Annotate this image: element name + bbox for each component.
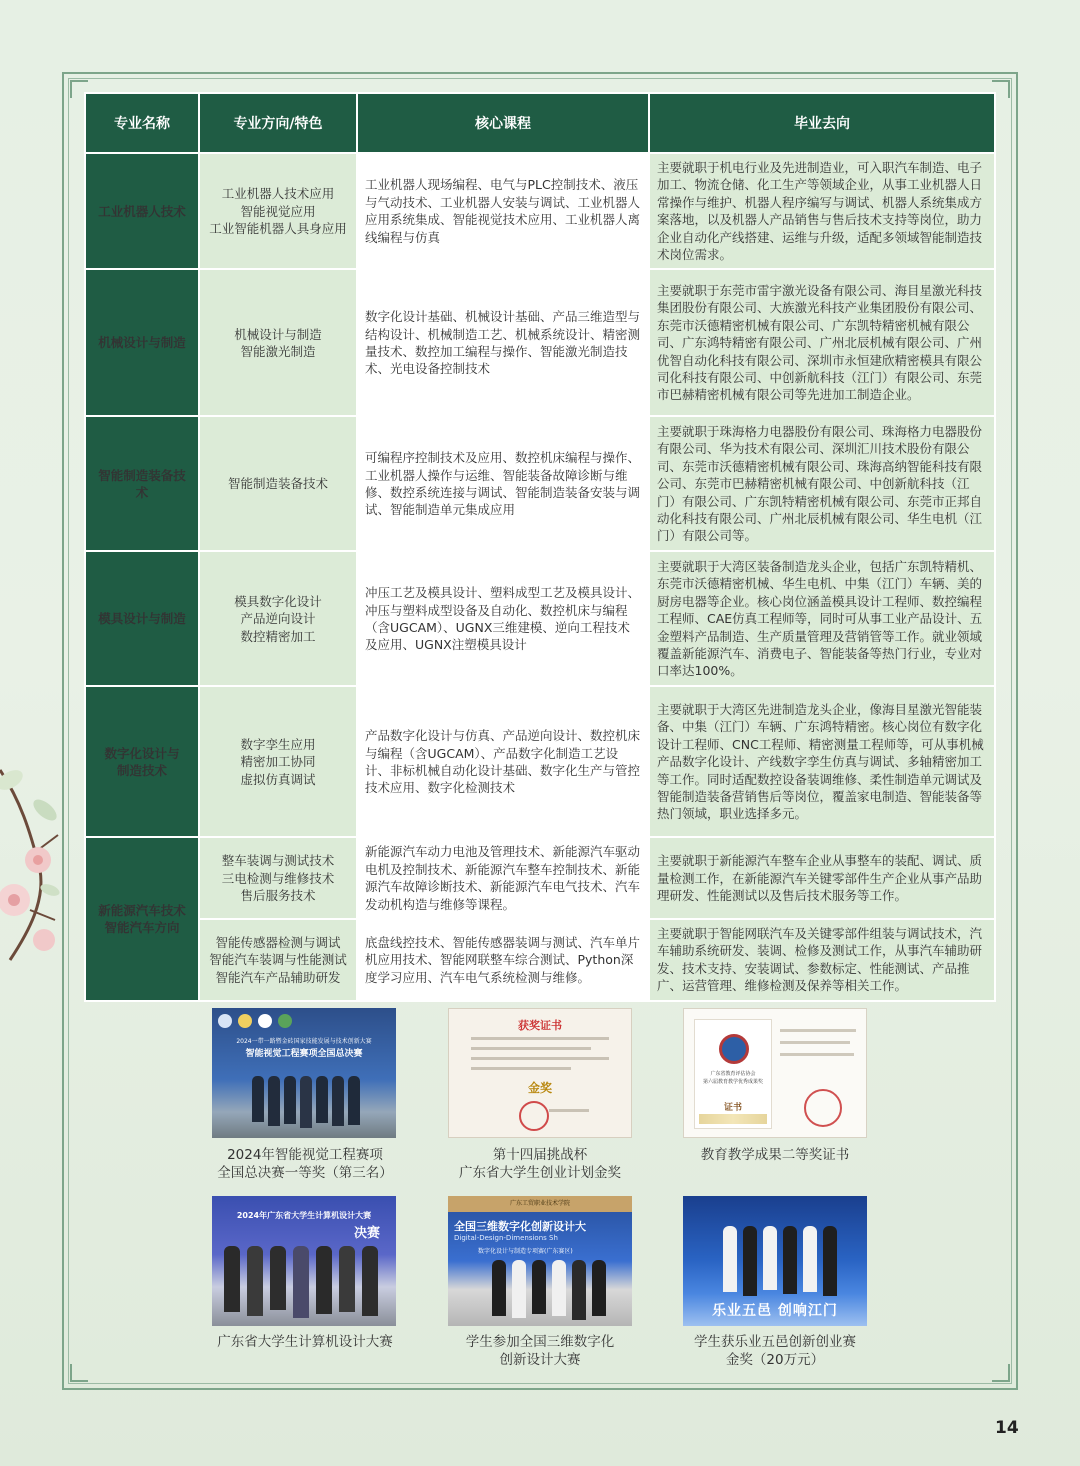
page-number: 14 xyxy=(995,1418,1019,1438)
seal-icon xyxy=(519,1101,549,1131)
text-line xyxy=(780,1053,854,1056)
major-career: 主要就职于机电行业及先进制造业，可入职汽车制造、电子加工、物流仓储、化工生产等领域企业，从事工业机器人日常操作与维护、机器人程序编写与调试、机器人系统集成方案落地，以及机器人产品销售与售后技术支持等岗位，助力企业自动化产线搭建、运维与升级，适配多领域智能制造技术岗位需求。 xyxy=(649,153,995,269)
text-line xyxy=(549,1109,589,1112)
certificate-left-page xyxy=(694,1019,772,1129)
major-career: 主要就职于智能网联汽车及关键零部件组装与调试技术，汽车辅助系统研发、装调、检修及测试工作，从事汽车辅助研发、技术支持、安装调试、参数标定、性能测试、产品推广、运营管理、维修检测及保养等相关工作。 xyxy=(649,919,995,1001)
photo-caption: 学生参加全国三维数字化 创新设计大赛 xyxy=(465,1334,615,1368)
major-name: 工业机器人技术 xyxy=(85,153,199,269)
header-major-name: 专业名称 xyxy=(85,93,199,153)
banner-title: 智能视觉工程赛项全国总决赛 xyxy=(245,1049,363,1059)
certificate-title: 获奖证书 xyxy=(518,1019,562,1032)
flower-decoration xyxy=(0,740,60,970)
major-career: 主要就职于珠海格力电器股份有限公司、珠海格力电器股份有限公司、华为技术有限公司、深圳汇川技术股份有限公司、东莞市沃德精密机械有限公司、珠海高纳智能科技有限公司、东莞市巴赫精密机械有限公司、中创新航科技（江门）有限公司、广东凯特精密机械有限公司、东莞市正邦自动化科技有限公司、广州北辰机械有限公司、华生电机（江门）有限公司等。 xyxy=(649,416,995,551)
photo-caption: 广东省大学生计算机设计大赛 xyxy=(217,1334,393,1350)
major-courses: 工业机器人现场编程、电气与PLC控制技术、液压与气动技术、工业机器人安装与调试、工业机器人应用系统集成、智能视觉技术应用、工业机器人离线编程与仿真 xyxy=(357,153,649,269)
major-courses: 新能源汽车动力电池及管理技术、新能源汽车驱动电机及控制技术、新能源汽车整车控制技术、新能源汽车故障诊断技术、新能源汽车电气技术、汽车发动机构造与维修等课程。 xyxy=(357,837,649,919)
text-line xyxy=(780,1029,856,1032)
banner-english: Digital-Design-Dimensions Sh xyxy=(454,1234,558,1242)
major-direction: 智能制造装备技术 xyxy=(199,416,357,551)
association-name: 广东省教育评估协会 xyxy=(710,1071,756,1077)
medal-text: 金奖 xyxy=(527,1081,552,1095)
seal-icon xyxy=(804,1089,842,1127)
banner-title: 全国三维数字化创新设计大 xyxy=(454,1220,586,1233)
major-career: 主要就职于大湾区先进制造龙头企业，像海目星激光智能装备、中集（江门）车辆、广东鸿特精密。核心岗位有数字化设计工程师、CNC工程师、精密测量工程师等，可从事机械产品数字化设计、产线数字孪生仿真与调试、多轴精密加工等工作。同时适配数控设备装调维修、柔性制造单元调试及智能制造装备营销售后等岗位，覆盖家电制造、智能装备等热门领域，职业选择多元。 xyxy=(649,686,995,837)
table-header-row xyxy=(85,93,995,153)
frame-corner xyxy=(992,1364,1010,1382)
photo-caption: 学生获乐业五邑创新创业赛 金奖（20万元） xyxy=(694,1334,856,1368)
text-line xyxy=(780,1041,850,1044)
frame-corner xyxy=(70,1364,88,1382)
header-career: 毕业去向 xyxy=(649,93,995,153)
banner-subtitle: 2024一带一路暨金砖国家技能发展与技术创新大赛 xyxy=(236,1038,372,1045)
text-line xyxy=(471,1037,609,1040)
photo-computer-design-contest xyxy=(212,1196,396,1326)
banner-tag: 决赛 xyxy=(353,1226,380,1241)
major-courses: 数字化设计基础、机械设计基础、产品三维造型与结构设计、机械制造工艺、机械系统设计、精密测量技术、数控加工编程与操作、智能激光制造技术、光电设备控制技术 xyxy=(357,269,649,416)
major-name: 机械设计与制造 xyxy=(85,269,199,416)
major-career: 主要就职于新能源汽车整车企业从事整车的装配、调试、质量检测工作，在新能源汽车关键零部件生产企业从事产品助理研发、性能测试以及售后技术服务等工作。 xyxy=(649,837,995,919)
award-name: 第六届教育教学优秀成果奖 xyxy=(702,1079,763,1085)
photo-vision-competition xyxy=(212,1008,396,1138)
major-direction: 智能传感器检测与调试 智能汽车装调与性能测试 智能汽车产品辅助研发 xyxy=(199,919,357,1001)
major-direction: 工业机器人技术应用 智能视觉应用 工业智能机器人具身应用 xyxy=(199,153,357,269)
text-line xyxy=(471,1057,609,1060)
majors-table xyxy=(84,92,996,1002)
major-courses: 冲压工艺及模具设计、塑料成型工艺及模具设计、冲压与塑料成型设备及自动化、数控机床与编程（含UGCAM）、UGNX三维建模、逆向工程技术及应用、UGNX注塑模具设计 xyxy=(357,551,649,686)
photo-challenge-cup-certificate xyxy=(448,1008,632,1138)
school-header: 广东工贸职业技术学院 xyxy=(448,1196,632,1212)
ornament-border xyxy=(699,1114,767,1124)
photo-3d-design-contest xyxy=(448,1196,632,1326)
major-name: 智能制造装备技术 xyxy=(85,416,199,551)
certificate-label: 证书 xyxy=(723,1103,742,1113)
major-courses: 产品数字化设计与仿真、产品逆向设计、数控机床与编程（含UGCAM）、产品数字化制造工艺设计、非标机械自动化设计基础、数字化生产与管控技术应用、数字化检测技术 xyxy=(357,686,649,837)
logo-strip xyxy=(218,1014,390,1034)
major-career: 主要就职于东莞市雷宇激光设备有限公司、海目星激光科技集团股份有限公司、大族激光科技产业集团股份有限公司、东莞市沃德精密机械有限公司、广东凯特精密机械有限公司、广东鸿特精密有限公司、广州北辰机械有限公司、广州优智自动化科技有限公司、深圳市永恒建欣精密模具有限公司化科技有限公司、中创新航科技（江门）有限公司、东莞市巴赫精密机械有限公司等先进加工制造企业。 xyxy=(649,269,995,416)
photo-caption: 2024年智能视觉工程赛项 全国总决赛一等奖（第三名） xyxy=(217,1147,393,1181)
major-direction: 数字孪生应用 精密加工协同 虚拟仿真调试 xyxy=(199,686,357,837)
major-courses: 可编程序控制技术及应用、数控机床编程与操作、工业机器人操作与运维、智能装备故障诊断与维修、数控系统连接与调试、智能制造装备安装与调试、智能制造单元集成应用 xyxy=(357,416,649,551)
header-core-courses: 核心课程 xyxy=(357,93,649,153)
banner-title: 2024年广东省大学生计算机设计大赛 xyxy=(236,1211,372,1220)
major-name: 模具设计与制造 xyxy=(85,551,199,686)
table-row xyxy=(85,416,995,551)
table-row xyxy=(85,269,995,416)
photo-entrepreneurship-contest xyxy=(683,1196,867,1326)
header-direction: 专业方向/特色 xyxy=(199,93,357,153)
major-name: 新能源汽车技术 智能汽车方向 xyxy=(85,837,199,1000)
table-row xyxy=(85,153,995,269)
table-row xyxy=(85,837,995,919)
people-group xyxy=(492,1260,606,1320)
table-row xyxy=(85,551,995,686)
people-group xyxy=(252,1076,360,1128)
major-career: 主要就职于大湾区装备制造龙头企业，包括广东凯特精机、东莞市沃德精密机械、华生电机、中集（江门）车辆、美的厨房电器等企业。核心岗位涵盖模具设计工程师、数控编程工程师、CAE仿真工程师等，同时可从事工业产品设计、五金塑料产品制造、生产质量管理及营销管等工作。就业领域覆盖新能源汽车、消费电子、智能装备等热门行业，专业对口率达100%。 xyxy=(649,551,995,686)
table-row xyxy=(85,686,995,837)
banner-subtitle: 数字化设计与制造专项赛(广东赛区) xyxy=(478,1248,573,1255)
photo-teaching-award-certificate xyxy=(683,1008,867,1138)
text-line xyxy=(471,1047,591,1050)
major-name: 数字化设计与 制造技术 xyxy=(85,686,199,837)
major-direction: 模具数字化设计 产品逆向设计 数控精密加工 xyxy=(199,551,357,686)
major-courses: 底盘线控技术、智能传感器装调与测试、汽车单片机应用技术、智能网联整车综合测试、Python深度学习应用、汽车电气系统检测与维修。 xyxy=(357,919,649,1001)
photo-caption: 第十四届挑战杯 广东省大学生创业计划金奖 xyxy=(459,1147,621,1181)
major-direction: 机械设计与制造 智能激光制造 xyxy=(199,269,357,416)
association-logo-icon xyxy=(719,1034,749,1064)
major-direction: 整车装调与测试技术 三电检测与维修技术 售后服务技术 xyxy=(199,837,357,919)
banner-title: 乐业五邑 创响江门 xyxy=(712,1303,838,1319)
photo-caption: 教育教学成果二等奖证书 xyxy=(700,1147,850,1163)
people-group xyxy=(224,1246,378,1318)
table-row xyxy=(85,919,995,1001)
people-group xyxy=(723,1226,837,1296)
text-line xyxy=(471,1067,571,1070)
